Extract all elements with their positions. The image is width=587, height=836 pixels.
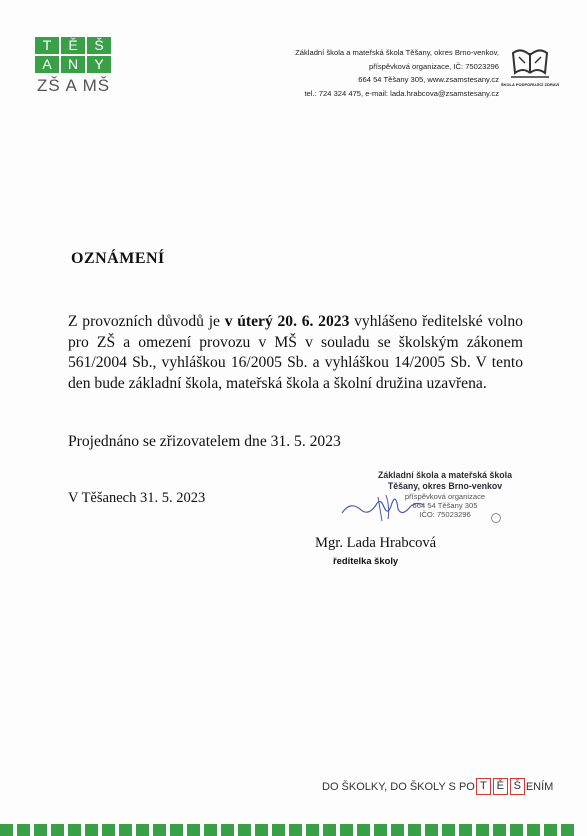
stripe-block xyxy=(425,824,438,836)
stripe-block xyxy=(306,824,319,836)
slogan-suffix: ENÍM xyxy=(525,780,554,793)
logo-letter: T xyxy=(35,37,59,54)
stripe-block xyxy=(374,824,387,836)
stripe-block xyxy=(68,824,81,836)
header-line: příspěvková organizace, IČ: 75023296 xyxy=(368,61,499,71)
stripe-block xyxy=(289,824,302,836)
para-text-before: Z provozních důvodů je xyxy=(68,313,225,330)
slogan-box-letter: Ě xyxy=(493,778,508,795)
stripe-block xyxy=(170,824,183,836)
stamp-line: Těšany, okres Brno-venkov xyxy=(387,481,503,491)
stripe-block xyxy=(136,824,149,836)
stripe-block xyxy=(0,824,13,836)
school-logo xyxy=(35,37,111,96)
stripe-block xyxy=(476,824,489,836)
stripe-block xyxy=(544,824,557,836)
logo-letter: A xyxy=(35,56,59,73)
header-line: 664 54 Těšany 305, www.zsamstesany.cz xyxy=(358,75,499,85)
stripe-block xyxy=(153,824,166,836)
place-and-date: V Těšanech 31. 5. 2023 xyxy=(68,490,206,506)
stripe-block xyxy=(51,824,64,836)
stamp-line: Základní škola a mateřská škola xyxy=(378,470,512,480)
stripe-block xyxy=(459,824,472,836)
stamp-line: 664 54 Těšany 305 xyxy=(412,501,478,510)
school-contact-header xyxy=(199,46,499,100)
stripe-block xyxy=(561,824,574,836)
stripe-block xyxy=(493,824,506,836)
stripe-block xyxy=(510,824,523,836)
stripe-block xyxy=(323,824,336,836)
stamp-seal-icon xyxy=(490,512,502,524)
footer-slogan xyxy=(322,778,553,795)
logo-subtitle: ZŠ A MŠ xyxy=(37,76,111,95)
stripe-block xyxy=(187,824,200,836)
stripe-block xyxy=(85,824,98,836)
para-text-after: vyhlášeno ředitelské volno pro ZŠ a omezení provozu v MŠ v souladu se školským zákonem 561/2004 Sb., vyhláškou 16/2005 Sb. a vyhláškou 14/2005 Sb. V tento den bude základní škola, mateřská škola a školní družina uzavřena. xyxy=(68,313,523,392)
logo-letter: Y xyxy=(87,56,111,73)
stripe-block xyxy=(17,824,30,836)
discussed-note: Projednáno se zřizovatelem dne 31. 5. 2023 xyxy=(68,433,341,450)
stamp-line: IČO: 75023296 xyxy=(419,510,471,519)
stripe-block xyxy=(255,824,268,836)
announcement-paragraph xyxy=(68,312,523,394)
emblem-caption: ŠKOLA PODPORUJÍCÍ ZDRAVÍ xyxy=(500,82,560,87)
footer-green-stripe xyxy=(0,824,587,836)
stripe-block xyxy=(221,824,234,836)
logo-letter: Š xyxy=(87,37,111,54)
logo-letter: N xyxy=(61,56,85,73)
stripe-block xyxy=(119,824,132,836)
para-date-bold: v úterý 20. 6. 2023 xyxy=(224,313,350,330)
stripe-block xyxy=(272,824,285,836)
stripe-block xyxy=(408,824,421,836)
handwritten-signature xyxy=(338,487,428,527)
stripe-block xyxy=(204,824,217,836)
slogan-box-letter: Š xyxy=(510,778,525,795)
stripe-block xyxy=(357,824,370,836)
slogan-prefix: DO ŠKOLKY, DO ŠKOLY S PO xyxy=(322,780,475,793)
logo-grid xyxy=(35,37,111,73)
stripe-block xyxy=(238,824,251,836)
stripe-block xyxy=(102,824,115,836)
stripe-block xyxy=(34,824,47,836)
signer-role: ředitelka školy xyxy=(333,555,399,566)
stripe-block xyxy=(527,824,540,836)
header-line: Základní škola a mateřská škola Těšany, okres Brno-venkov, xyxy=(295,48,499,57)
stripe-block xyxy=(442,824,455,836)
slogan-box-letter: T xyxy=(476,778,491,795)
header-line: tel.: 724 324 475, e-mail: lada.hrabcova@zsamstesany.cz xyxy=(304,88,499,98)
logo-letter: Ě xyxy=(61,37,85,54)
stripe-block xyxy=(391,824,404,836)
stripe-block xyxy=(340,824,353,836)
document-title: OZNÁMENÍ xyxy=(71,250,165,267)
signer-name: Mgr. Lada Hrabcová xyxy=(315,535,437,551)
stamp-line: příspěvková organizace xyxy=(404,492,486,501)
